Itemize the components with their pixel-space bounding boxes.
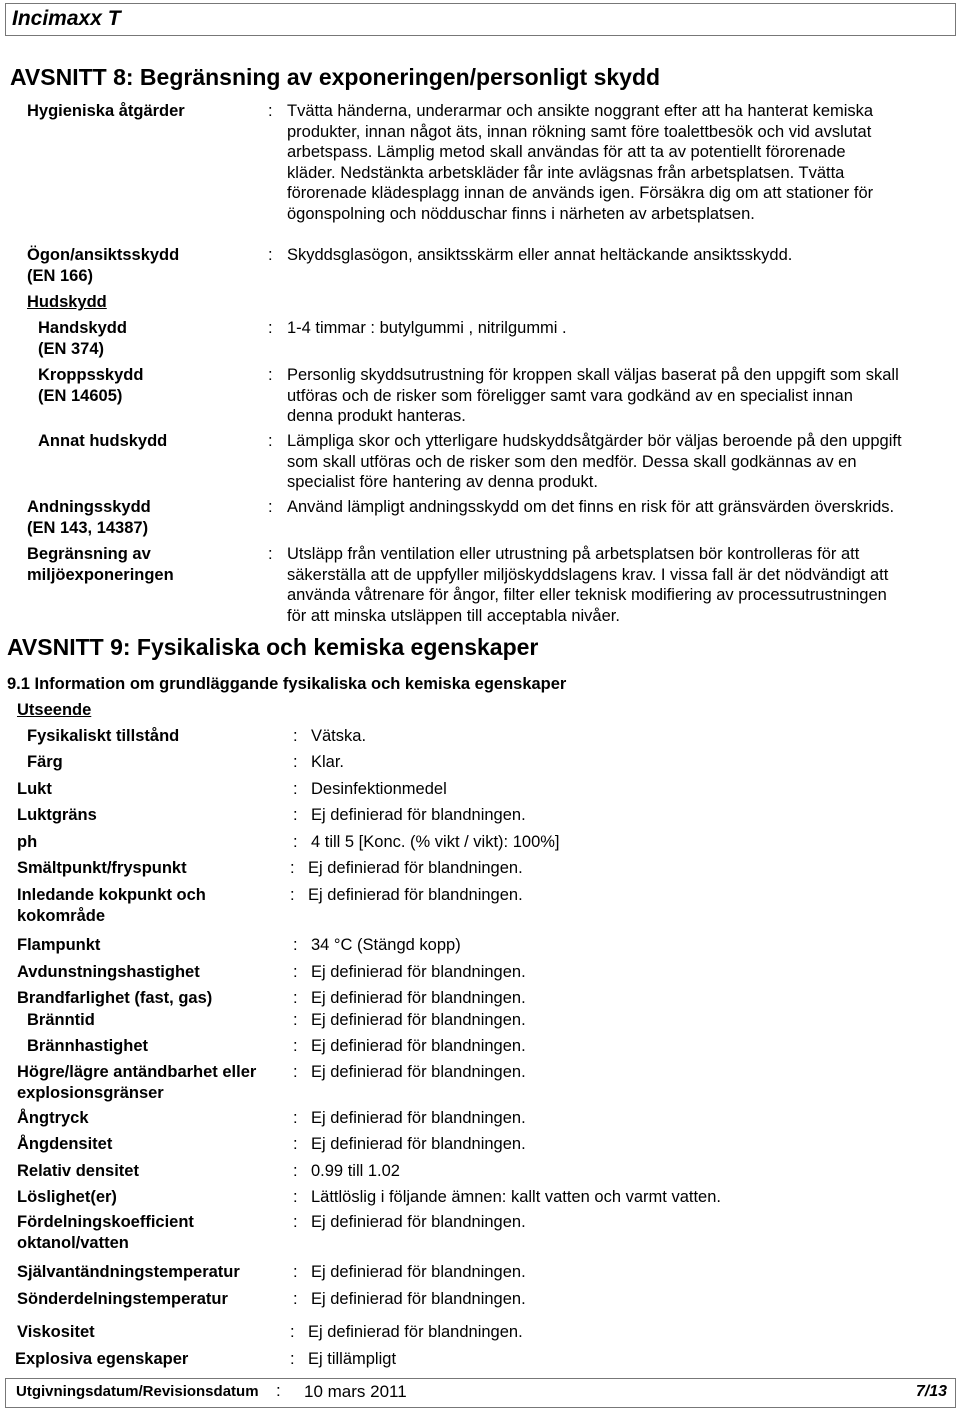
- skin-protection-heading: Hudskydd: [27, 293, 107, 311]
- label-line: (EN 143, 14387): [27, 519, 149, 537]
- property-label: [15, 1349, 188, 1370]
- property-value: Ej definierad för blandningen.: [308, 859, 523, 877]
- property-value: Ej definierad för blandningen.: [308, 1323, 523, 1341]
- property-value: Ej definierad för blandningen.: [311, 806, 526, 824]
- label-line: miljöexponeringen: [27, 566, 174, 584]
- label-line: Färg: [27, 753, 63, 771]
- label-line: Brandfarlighet (fast, gas): [17, 989, 213, 1007]
- label-line: kokområde: [17, 907, 106, 925]
- label-line: (EN 14605): [38, 387, 123, 405]
- colon: :: [293, 1188, 298, 1206]
- colon: :: [293, 727, 298, 745]
- property-label: [17, 805, 97, 826]
- colon: :: [293, 1037, 298, 1055]
- label-line: Viskositet: [17, 1323, 95, 1341]
- colon: :: [268, 545, 273, 563]
- environment-line: använda våtrenare för ångor, filter eller teknisk modifiering av processutrustningen: [287, 586, 887, 604]
- eye-protection-value: Skyddsglasögon, ansiktsskärm eller annat heltäckande ansiktsskydd.: [287, 246, 793, 264]
- property-label: [17, 1161, 139, 1182]
- label-line: Andningsskydd: [27, 498, 151, 516]
- page-number: 7/13: [915, 1383, 947, 1400]
- colon: :: [290, 1350, 295, 1368]
- label-line: Smältpunkt/fryspunkt: [17, 859, 187, 877]
- colon: :: [290, 886, 295, 904]
- label-line: Explosiva egenskaper: [15, 1350, 189, 1368]
- hygiene-label: Hygieniska åtgärder: [27, 102, 185, 120]
- colon: :: [293, 753, 298, 771]
- colon: :: [293, 1263, 298, 1281]
- hygiene-value: [287, 101, 873, 224]
- property-value: Desinfektionmedel: [311, 780, 447, 798]
- label-line: (EN 166): [27, 267, 94, 285]
- label-line: Ångtryck: [17, 1109, 89, 1127]
- hygiene-line: Tvätta händerna, underarmar och ansikte noggrant efter att ha hanterat kemiska: [287, 102, 874, 120]
- property-label: [17, 988, 212, 1009]
- property-value: Ej definierad för blandningen.: [311, 1135, 526, 1153]
- section-9-subtitle: 9.1 Information om grundläggande fysikaliska och kemiska egenskaper: [7, 675, 567, 693]
- property-label: [17, 885, 206, 927]
- property-value: 4 till 5 [Konc. (% vikt / vikt): 100%]: [311, 833, 560, 851]
- label-line: Lukt: [17, 780, 52, 798]
- colon: :: [293, 1162, 298, 1180]
- other-skin-line: specialist före hantering av denna produkt.: [287, 473, 598, 491]
- property-label: [27, 726, 179, 747]
- property-value: Ej definierad för blandningen.: [311, 1063, 526, 1081]
- colon: :: [290, 1323, 295, 1341]
- property-label: [17, 1062, 256, 1104]
- property-label: [17, 935, 100, 956]
- other-skin-value: [287, 431, 902, 493]
- property-label: [17, 1212, 194, 1254]
- body-protection-value: [287, 365, 899, 427]
- label-line: ph: [17, 833, 38, 851]
- page-footer: [5, 1378, 956, 1408]
- colon: :: [268, 498, 273, 516]
- environment-line: säkerställa att de uppfyller miljöskyddslagens krav. I vissa fall är det nödvändigt att: [287, 565, 889, 584]
- hygiene-line: ögonspolning och nödduschar finns i närheten av arbetsplatsen.: [287, 204, 755, 223]
- property-value: Ej definierad för blandningen.: [311, 1011, 526, 1029]
- label-line: Inledande kokpunkt och: [17, 886, 206, 904]
- label-line: Löslighet(er): [17, 1188, 117, 1206]
- colon: :: [293, 1290, 298, 1308]
- colon: :: [268, 432, 273, 450]
- colon: :: [293, 806, 298, 824]
- label-line: oktanol/vatten: [17, 1234, 129, 1252]
- colon: :: [293, 833, 298, 851]
- property-label: [17, 1108, 89, 1129]
- respiratory-label: [27, 497, 151, 539]
- colon: :: [293, 1213, 298, 1231]
- property-value: Ej definierad för blandningen.: [308, 886, 523, 904]
- property-value: 34 °C (Stängd kopp): [311, 936, 461, 954]
- label-line: Begränsning av: [27, 545, 151, 563]
- property-label: [17, 962, 200, 983]
- company-name: Incimaxx T: [12, 7, 121, 30]
- environment-label: [27, 544, 174, 586]
- property-value: Ej definierad för blandningen.: [311, 1109, 526, 1127]
- section-9-title: AVSNITT 9: Fysikaliska och kemiska egenskaper: [7, 634, 539, 660]
- property-label: [17, 1262, 240, 1283]
- colon: :: [268, 319, 273, 337]
- colon: :: [293, 780, 298, 798]
- property-label: [27, 1036, 148, 1057]
- hygiene-line: kläder. Nedstänkta arbetskläder får inte avlägsnas från arbetsplatsen. Tvätta: [287, 163, 845, 182]
- property-label: [17, 1187, 117, 1208]
- colon: :: [293, 1063, 298, 1081]
- property-value: Klar.: [311, 753, 345, 771]
- label-line: Handskydd: [38, 319, 127, 337]
- property-label: [27, 752, 63, 773]
- property-value: Ej definierad för blandningen.: [311, 989, 526, 1007]
- label-line: Flampunkt: [17, 936, 101, 954]
- colon: :: [268, 366, 273, 384]
- section-8-title: AVSNITT 8: Begränsning av exponeringen/personligt skydd: [10, 64, 661, 90]
- colon: :: [293, 963, 298, 981]
- property-label: [17, 1289, 228, 1310]
- environment-line: Utsläpp från ventilation eller utrustning på arbetsplatsen bör kontrolleras för att: [287, 545, 860, 563]
- label-line: Självantändningstemperatur: [17, 1263, 240, 1281]
- other-skin-line: som skall utföras och de risker som den medför. Dessa skall godkännas av en: [287, 452, 857, 471]
- colon: :: [290, 859, 295, 877]
- label-line: (EN 374): [38, 340, 105, 358]
- revision-date-label: Utgivningsdatum/Revisionsdatum: [16, 1383, 259, 1400]
- label-line: Högre/lägre antändbarhet eller: [17, 1063, 257, 1081]
- page-header: [5, 3, 956, 36]
- property-value: Ej definierad för blandningen.: [311, 1037, 526, 1055]
- body-line: utföras och de risker som föreligger samt vara godkänd av en specialist innan: [287, 386, 853, 405]
- hand-protection-label: [38, 318, 127, 360]
- property-value: Ej definierad för blandningen.: [311, 1213, 526, 1231]
- environment-line: för att minska utsläppen till acceptabla nivåer.: [287, 606, 620, 625]
- hygiene-line: förorenade klädesplagg innan de används igen. Försäkra dig om att stationer för: [287, 184, 874, 202]
- property-label: [17, 1322, 95, 1343]
- eye-protection-label: [27, 245, 179, 287]
- property-value: Vätska.: [311, 727, 367, 745]
- property-label: [17, 858, 187, 879]
- label-line: Fördelningskoefficient: [17, 1213, 194, 1231]
- label-line: Ögon/ansiktsskydd: [27, 246, 180, 264]
- label-line: Ångdensitet: [17, 1135, 113, 1153]
- hand-protection-value: 1-4 timmar : butylgummi , nitrilgummi .: [287, 319, 567, 337]
- label-line: explosionsgränser: [17, 1084, 164, 1102]
- respiratory-value: Använd lämpligt andningsskydd om det finns en risk för att gränsvärden överskrids.: [287, 498, 895, 516]
- colon: :: [293, 1135, 298, 1153]
- label-line: Avdunstningshastighet: [17, 963, 200, 981]
- colon: :: [268, 246, 273, 264]
- property-label: [27, 1010, 95, 1031]
- property-label: [17, 1134, 112, 1155]
- property-value: Ej definierad för blandningen.: [311, 963, 526, 981]
- body-line: denna produkt hanteras.: [287, 407, 466, 425]
- hygiene-line: produkter, innan något äts, innan rökning samt före toalettbesök och vid avslutat: [287, 122, 872, 141]
- property-label: [17, 832, 37, 853]
- appearance-heading: Utseende: [17, 701, 92, 719]
- colon: :: [293, 936, 298, 954]
- body-line: Personlig skyddsutrustning för kroppen skall väljas baserat på den uppgift som skall: [287, 366, 899, 384]
- other-skin-label: Annat hudskydd: [38, 432, 168, 450]
- colon: :: [268, 102, 273, 120]
- property-value: Ej definierad för blandningen.: [311, 1263, 526, 1281]
- revision-date-value: 10 mars 2011: [304, 1382, 407, 1401]
- hygiene-line: arbetspass. Lämplig metod skall användas för att ta av potentiellt förorenade: [287, 143, 846, 161]
- label-line: Luktgräns: [17, 806, 97, 824]
- label-line: Sönderdelningstemperatur: [17, 1290, 228, 1308]
- property-value: Ej tillämpligt: [308, 1350, 397, 1368]
- colon: :: [293, 989, 298, 1007]
- colon: :: [276, 1381, 281, 1400]
- other-skin-line: Lämpliga skor och ytterligare hudskyddsåtgärder bör väljas beroende på den uppgift: [287, 432, 902, 450]
- body-protection-label: [38, 365, 143, 407]
- colon: :: [293, 1109, 298, 1127]
- property-value: Lättlöslig i följande ämnen: kallt vatten och varmt vatten.: [311, 1188, 721, 1206]
- label-line: Kroppsskydd: [38, 366, 144, 384]
- label-line: Fysikaliskt tillstånd: [27, 727, 180, 745]
- label-line: Relativ densitet: [17, 1162, 139, 1180]
- property-value: Ej definierad för blandningen.: [311, 1290, 526, 1308]
- property-label: [17, 779, 52, 800]
- label-line: Brännhastighet: [27, 1037, 149, 1055]
- property-value: 0.99 till 1.02: [311, 1162, 400, 1180]
- environment-value: [287, 544, 888, 626]
- label-line: Bränntid: [27, 1011, 95, 1029]
- colon: :: [293, 1011, 298, 1029]
